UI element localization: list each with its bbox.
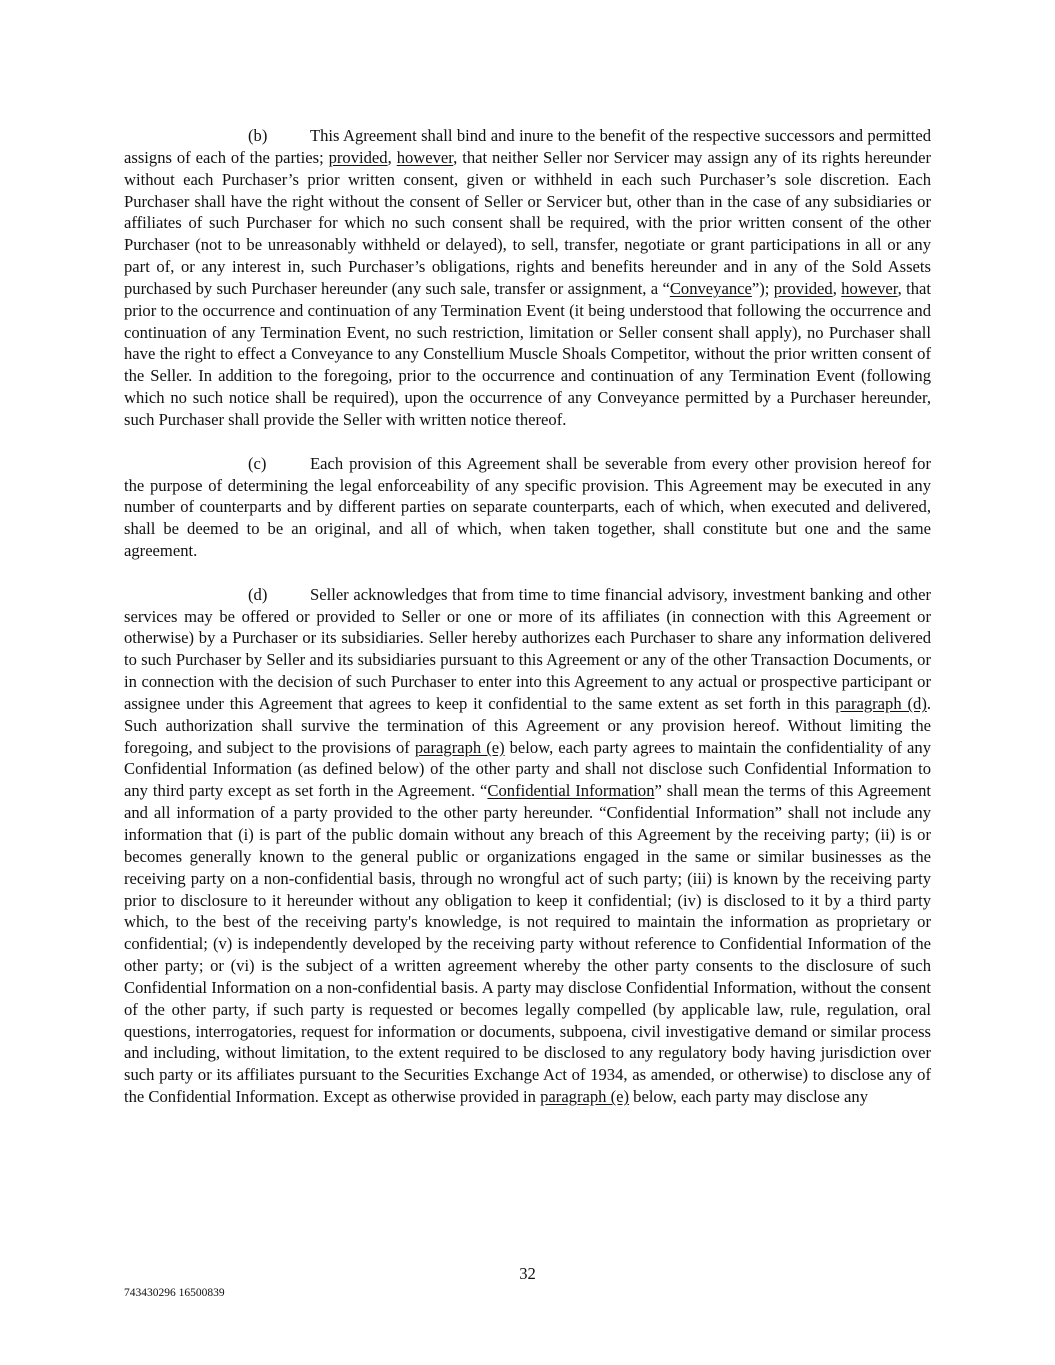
defined-term: Confidential Information	[487, 781, 655, 801]
paragraph-text: . Such authorization shall survive the termination of this Agreement or any provision hereof. Without limiting the foregoing, and subject to the provisions of	[124, 693, 931, 757]
paragraph-text: Seller acknowledges that from time to time financial advisory, investment banking and other services may be offered or provided to Seller or one or more of its affiliates (in connection with this Agreement or otherwise) by a Purchaser or its subsidiaries. Seller hereby authorizes each Purchaser to share any information delivered to such Purchaser by Seller and its subsidiaries pursuant to this Agreement or any of the other Transaction Documents, or in connection with the decision of such Purchaser to enter into this Agreement to any actual or prospective participant or assignee under this Agreement that agrees to keep it confidential to the same extent as set forth in this	[124, 584, 931, 713]
paragraph-text: This Agreement shall bind and inure to the benefit of the respective successors and permitted assigns of each of the parties;	[124, 126, 931, 167]
page-number: 32	[519, 1264, 536, 1283]
document-id: 743430296 16500839	[124, 1287, 225, 1299]
paragraph-b	[124, 125, 931, 431]
cross-reference: paragraph (d)	[835, 693, 927, 713]
paragraph-d	[124, 584, 931, 1108]
paragraph-label: (d)	[248, 584, 268, 604]
paragraph-text: below, each party agrees to maintain the confidentiality of any Confidential Information (as defined below) of the other party and shall not disclose such Confidential Information to any third party except as set forth in the Agreement. “	[124, 737, 931, 801]
defined-term: Conveyance	[669, 278, 752, 298]
underlined-term: provided	[328, 147, 388, 167]
paragraph-text: ,	[832, 278, 842, 298]
underlined-term: however	[396, 147, 454, 167]
underlined-term: however	[841, 278, 898, 298]
cross-reference: paragraph (e)	[540, 1087, 630, 1107]
paragraph-label: (c)	[248, 453, 267, 473]
underlined-term: provided	[773, 278, 833, 298]
paragraph-label: (b)	[248, 126, 268, 145]
document-body	[124, 125, 931, 1108]
paragraph-text: Each provision of this Agreement shall be severable from every other provision hereof for the purpose of determining the legal enforceability of any specific provision. This Agreement may be executed in any number of counterparts and by different parties on separate counterparts, each of which, when executed and delivered, shall be deemed to be an original, and all of which, when taken together, shall constitute but one and the same agreement.	[124, 453, 931, 561]
cross-reference: paragraph (e)	[414, 737, 505, 757]
paragraph-text: below, each party may disclose any	[629, 1087, 869, 1107]
paragraph-text: ” shall mean the terms of this Agreement and all information of a party provided to the other party hereunder. “Confidential Information” shall not include any information that (i) is part of the public domain without any breach of this Agreement by the receiving party; (ii) is or becomes generally known to the general public or organizations engaged in the same or similar businesses as the receiving party on a non-confidential basis, through no wrongful act of such party; (iii) is known by the receiving party prior to disclosure to it hereunder without any obligation to keep it confidential; (iv) is disclosed to it by a third party which, to the best of the receiving party's knowledge, is not required to maintain the information as proprietary or confidential; (v) is independently developed by the receiving party without reference to Confidential Information of the other party; or (vi) is the subject of a written agreement whereby the other party consents to the disclosure of such Confidential Information on a non-confidential basis. A party may disclose Confidential Information, without the consent of the other party, if such party is requested or becomes legally compelled (by applicable law, rule, regulation, oral questions, interrogatories, request for information or documents, subpoena, civil investigative demand or similar process and including, without limitation, to the extent required to be disclosed to any regulatory body having jurisdiction over such party or its affiliates pursuant to the Securities Exchange Act of 1934, as amended, or otherwise) to disclose any of the Confidential Information. Except as otherwise provided in	[124, 781, 931, 1107]
paragraph-text: ,	[387, 147, 397, 167]
paragraph-text: ”);	[751, 278, 774, 298]
paragraph-text: , that neither Seller nor Servicer may assign any of its rights hereunder without each Purchaser’s prior written consent, given or withheld in each such Purchaser’s sole discretion. Each Purchaser shall have the right without the consent of Seller or Servicer but, other than in the case of any subsidiaries or affiliates of such Purchaser for which no such consent shall be required, with the prior written consent of the other Purchaser (not to be unreasonably withheld or delayed), to sell, transfer, negotiate or grant participations in all or any part of, or any interest in, such Purchaser’s obligations, rights and benefits hereunder and in any of the Sold Assets purchased by such Purchaser hereunder (any such sale, transfer or assignment, a “	[124, 147, 932, 298]
paragraph-c	[124, 453, 931, 562]
paragraph-text: , that prior to the occurrence and continuation of any Termination Event (it being understood that following the occurrence and continuation of any Termination Event, no such restriction, limitation or Seller consent shall apply), no Purchaser shall have the right to effect a Conveyance to any Constellium Muscle Shoals Competitor, without the prior written consent of the Seller. In addition to the foregoing, prior to the occurrence and continuation of any Termination Event (following which no such notice shall be required), upon the occurrence of any Conveyance permitted by a Purchaser hereunder, such Purchaser shall provide the Seller with written notice thereof.	[124, 278, 931, 429]
